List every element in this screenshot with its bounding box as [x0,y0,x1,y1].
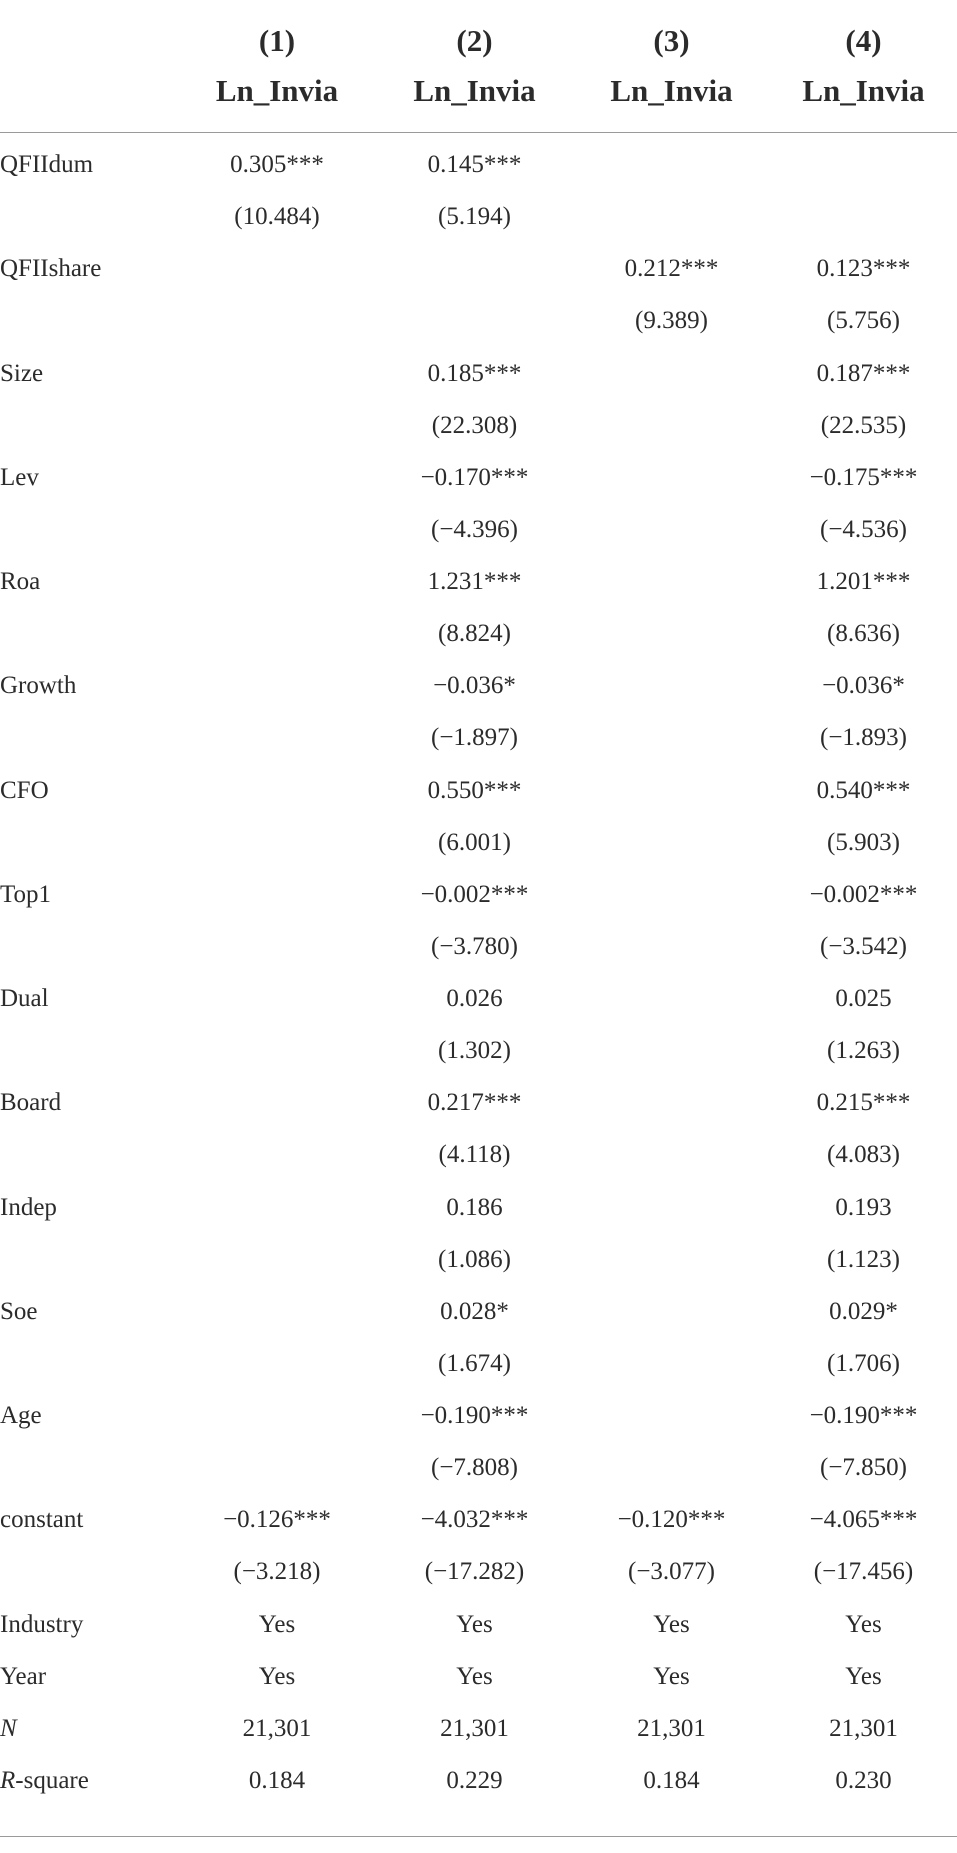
column-variable: Ln_Invia [413,73,536,108]
table-row [0,133,957,192]
header-row [0,0,957,133]
table-cell [178,1286,376,1338]
row-label-rest: -square [15,1766,89,1794]
row-label [0,1338,178,1390]
table-cell: Yes [456,1662,493,1690]
table-cell [178,1025,376,1077]
row-label: Soe [0,1297,38,1325]
table-cell [376,295,573,347]
column-header-1 [178,0,376,133]
table-cell: (−1.897) [431,724,518,752]
table-cell [573,504,770,556]
table-cell: (5.194) [438,203,511,231]
table-cell: 0.184 [248,1766,306,1794]
table-cell: (22.308) [431,411,518,439]
table-cell [178,504,376,556]
table-cell [573,1025,770,1077]
column-header-2 [376,0,573,133]
row-label: Lev [0,463,39,491]
table-cell: 0.229 [446,1766,503,1794]
row-label: Indep [0,1193,57,1221]
column-header-3 [573,0,770,133]
column-number: (3) [653,23,690,58]
row-label: Top1 [0,880,52,908]
table-cell [573,765,770,817]
table-cell: (−4.396) [431,515,518,543]
table-cell: (1.123) [827,1245,900,1273]
table-cell: (10.484) [234,203,320,231]
table-cell: Yes [845,1610,882,1638]
table-cell [178,712,376,764]
table-cell: −0.120*** [617,1506,726,1534]
table-cell: (−7.850) [820,1454,907,1482]
table-cell: 1.231*** [427,568,522,596]
table-cell: (−3.077) [628,1558,715,1586]
table-row [0,869,957,921]
table-cell: 21,301 [440,1714,509,1742]
table-cell [573,191,770,243]
table-cell: (4.083) [827,1141,900,1169]
table-cell [178,295,376,347]
column-number: (1) [258,23,296,58]
table-row [0,1025,957,1077]
table-cell [178,452,376,504]
table-row [0,921,957,973]
table-cell: 21,301 [829,1714,898,1742]
row-label [0,1234,178,1286]
table-cell: (5.756) [827,307,900,335]
table-row [0,817,957,869]
table-cell: 0.185*** [427,359,522,387]
table-cell [178,765,376,817]
table-cell: −0.190*** [809,1402,918,1430]
table-cell [573,1129,770,1181]
table-row [0,1390,957,1442]
table-cell: −0.170*** [420,463,529,491]
row-label: QFIIdum [0,151,94,179]
table-cell [573,660,770,712]
table-row [0,348,957,400]
header-corner [0,0,178,133]
bottom-rule [0,1836,957,1837]
table-row [0,295,957,347]
table-cell: 0.217*** [427,1089,522,1117]
table-cell [178,243,376,295]
table-cell [178,1338,376,1390]
table-cell: (1.263) [827,1037,900,1065]
table-cell [573,921,770,973]
row-label: Dual [0,985,49,1013]
table-cell: −0.002*** [809,880,918,908]
table-cell: 0.230 [835,1766,892,1794]
row-label: N [0,1714,17,1742]
table-cell: −0.036* [822,672,905,700]
row-label [0,400,178,452]
table-cell [376,243,573,295]
table-cell: Yes [653,1610,690,1638]
table-cell [178,1234,376,1286]
table-cell [178,921,376,973]
row-label: QFIIshare [0,255,102,283]
table-cell: 0.028* [440,1297,509,1325]
row-label: Roa [0,568,41,596]
table-row [0,660,957,712]
row-label: Board [0,1089,62,1117]
row-label [0,1129,178,1181]
column-header-4 [770,0,957,133]
row-label [0,817,178,869]
table-cell: (6.001) [438,828,511,856]
table-cell: 0.145*** [427,151,522,179]
table-cell [178,348,376,400]
table-body [0,133,957,1808]
table-row [0,1599,957,1651]
table-cell: 0.540*** [816,776,911,804]
row-label [0,921,178,973]
table-cell: 0.123*** [816,255,911,283]
table-cell: 0.029* [829,1297,898,1325]
table-cell [178,556,376,608]
table-cell: (−4.536) [820,515,907,543]
column-number: (4) [845,23,882,58]
table-cell [573,1182,770,1234]
table-cell: Yes [845,1662,882,1690]
row-label: Age [0,1402,42,1430]
table-cell [178,1442,376,1494]
table-cell: 21,301 [637,1714,706,1742]
table-cell: (1.302) [438,1037,511,1065]
table-cell [573,400,770,452]
table-cell: 0.186 [446,1193,503,1221]
table-row [0,1442,957,1494]
table-cell: −4.032*** [420,1506,529,1534]
table-cell [178,1182,376,1234]
table-row [0,400,957,452]
table-cell: −0.002*** [420,880,529,908]
table-row [0,765,957,817]
table-cell: (8.636) [827,620,900,648]
table-cell: (−3.218) [233,1558,321,1586]
table-cell [573,452,770,504]
table-cell: (−1.893) [820,724,907,752]
table-cell [573,712,770,764]
table-cell: 0.025 [835,985,892,1013]
table-row [0,452,957,504]
table-cell [178,400,376,452]
table-cell [178,608,376,660]
table-cell: 1.201*** [816,568,911,596]
table-row [0,712,957,764]
table-row [0,973,957,1025]
table-row [0,1129,957,1181]
table-cell: (−3.542) [820,932,907,960]
column-variable: Ln_Invia [215,73,339,108]
table-cell [573,1234,770,1286]
table-cell: 0.212*** [624,255,719,283]
table-cell: 0.184 [643,1766,700,1794]
table-cell [573,973,770,1025]
table-cell [573,1286,770,1338]
table-cell [573,348,770,400]
table-cell [573,556,770,608]
row-label [0,295,178,347]
table-cell: Yes [653,1662,690,1690]
table-header [0,0,957,133]
table-cell: Yes [258,1610,296,1638]
row-label [0,504,178,556]
row-label [0,608,178,660]
column-variable: Ln_Invia [610,73,733,108]
table-cell: (22.535) [820,411,907,439]
table-cell: −0.175*** [809,463,918,491]
table-row [0,191,957,243]
table-cell: 0.305*** [230,151,324,179]
row-label: CFO [0,776,49,804]
table-cell [178,817,376,869]
table-cell: (5.903) [827,828,900,856]
table-row [0,556,957,608]
table-cell: 0.215*** [816,1089,911,1117]
table-cell: 0.550*** [427,776,522,804]
table-cell [573,133,770,192]
table-cell: (−17.456) [813,1558,914,1586]
table-row [0,1286,957,1338]
row-label: Year [0,1662,47,1690]
table-row [0,608,957,660]
table-cell: (−3.780) [431,932,518,960]
table-cell [770,133,957,192]
table-cell: 21,301 [242,1714,312,1742]
table-cell: Yes [258,1662,296,1690]
table-cell: Yes [456,1610,493,1638]
table-cell: 0.187*** [816,359,911,387]
column-number: (2) [456,23,493,58]
row-label [0,1755,178,1807]
row-label: Size [0,359,44,387]
table-cell [178,660,376,712]
row-label [0,712,178,764]
row-label: constant [0,1506,84,1534]
table-cell [573,1390,770,1442]
table-cell [178,1129,376,1181]
table-cell: (8.824) [438,620,511,648]
table-row [0,1651,957,1703]
table-row [0,1546,957,1598]
table-cell: (1.674) [438,1349,511,1377]
table-row [0,1234,957,1286]
table-cell: −0.126*** [223,1506,331,1534]
table-cell [178,973,376,1025]
table-cell: (1.086) [438,1245,511,1273]
row-label [0,1442,178,1494]
row-label: Growth [0,672,77,700]
row-label: Industry [0,1610,84,1638]
table-row [0,1703,957,1755]
table-cell [573,1077,770,1129]
table-row [0,1077,957,1129]
table-row [0,1494,957,1546]
table-cell: (4.118) [438,1141,511,1169]
table-row [0,1755,957,1807]
table-cell [573,608,770,660]
table-cell [178,1077,376,1129]
table-cell: −0.190*** [420,1402,529,1430]
table-row [0,1182,957,1234]
row-label-italic: R [0,1766,16,1794]
table-cell [178,1390,376,1442]
table-cell [573,869,770,921]
table-cell: −4.065*** [809,1506,918,1534]
table-row [0,1338,957,1390]
table-cell [178,869,376,921]
table-cell: −0.036* [433,672,516,700]
table-cell [573,1442,770,1494]
table-cell [573,817,770,869]
table-cell [770,191,957,243]
table-cell [573,1338,770,1390]
column-variable: Ln_Invia [802,73,925,108]
row-label [0,1546,178,1598]
table-cell: (−17.282) [424,1558,525,1586]
table-cell: (9.389) [635,307,708,335]
table-cell: (1.706) [827,1349,900,1377]
table-cell: (−7.808) [431,1454,518,1482]
table-cell: 0.026 [446,985,503,1013]
table-row [0,504,957,556]
table-cell: 0.193 [835,1193,892,1221]
row-label [0,1025,178,1077]
row-label [0,191,178,243]
table-row [0,243,957,295]
